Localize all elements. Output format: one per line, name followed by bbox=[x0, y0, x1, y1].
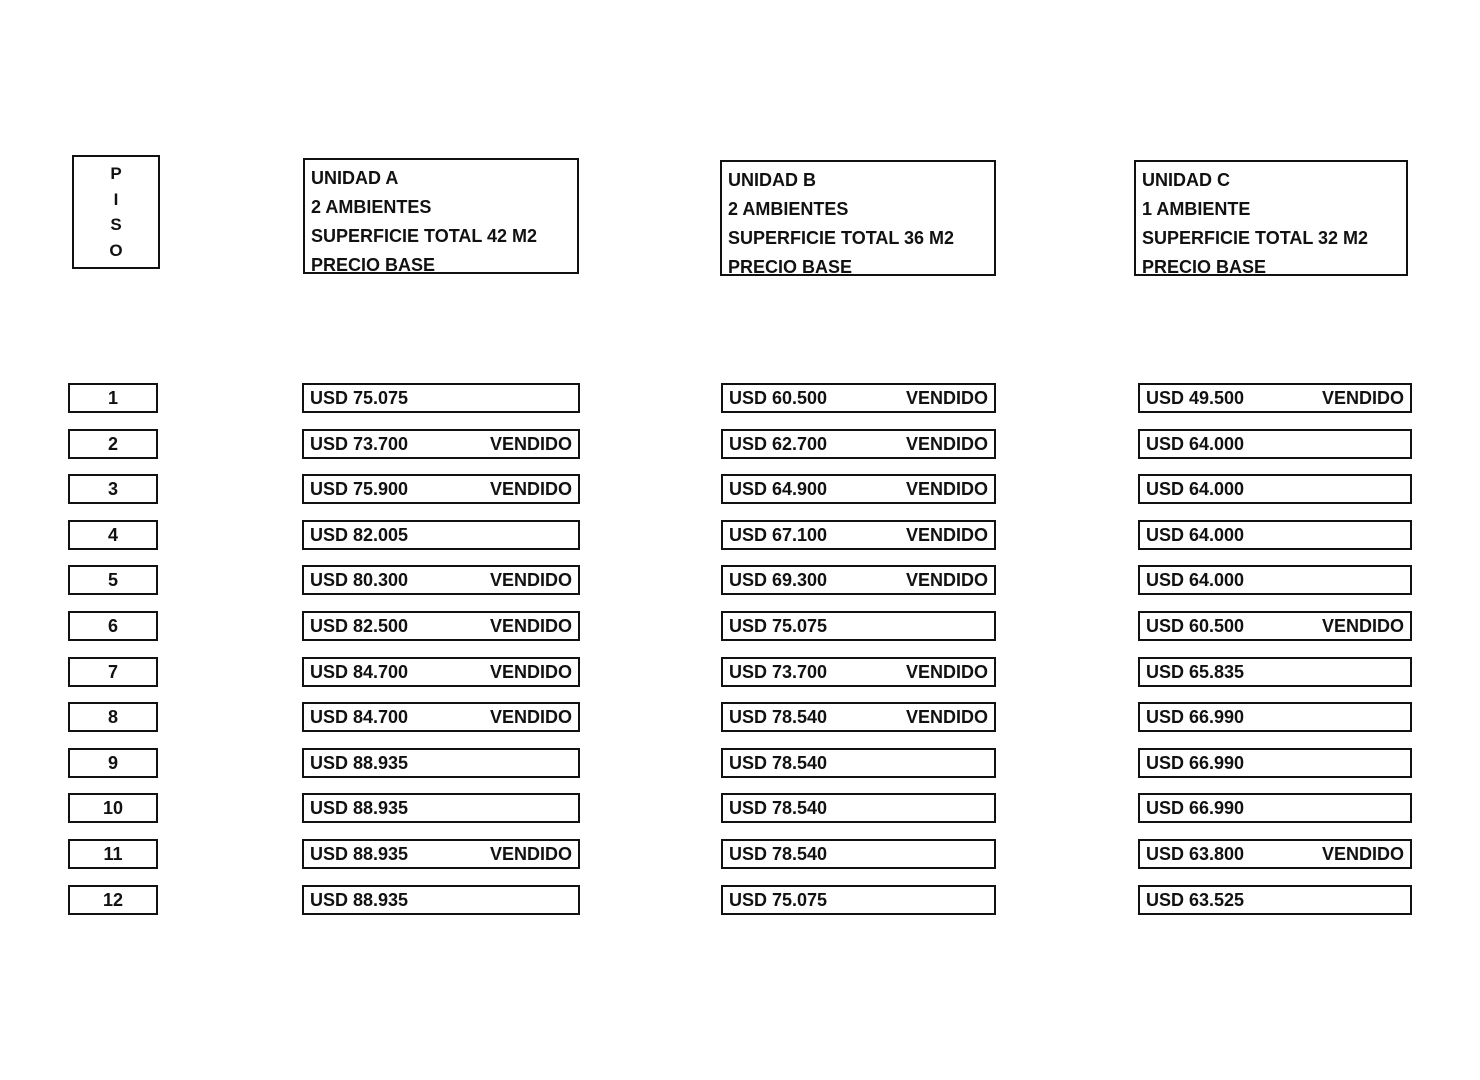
unit-b-price-box bbox=[721, 565, 996, 595]
price-value: USD 64.000 bbox=[1146, 569, 1245, 590]
sold-status: VENDIDO bbox=[1321, 843, 1404, 864]
unit-name: UNIDAD A bbox=[311, 168, 399, 188]
price-value: USD 78.540 bbox=[729, 797, 828, 818]
price-value: USD 67.100 bbox=[729, 524, 828, 545]
price-value: USD 66.990 bbox=[1146, 797, 1245, 818]
unit-b-price-box bbox=[721, 611, 996, 641]
unit-area: SUPERFICIE TOTAL 36 M2 bbox=[728, 228, 955, 248]
unit-a-price-box bbox=[302, 657, 580, 687]
unit-a-price-box bbox=[302, 383, 580, 413]
unit-c-price-box bbox=[1138, 383, 1412, 413]
price-value: USD 78.540 bbox=[729, 843, 828, 864]
piso-letter: O bbox=[109, 240, 123, 260]
price-value: USD 60.500 bbox=[729, 387, 828, 408]
price-value: USD 84.700 bbox=[310, 661, 409, 682]
sold-status: VENDIDO bbox=[905, 387, 988, 408]
floor-number-box: 8 bbox=[68, 702, 158, 732]
price-value: USD 88.935 bbox=[310, 797, 409, 818]
unit-b-header bbox=[720, 160, 996, 276]
unit-a-price-box bbox=[302, 565, 580, 595]
floor-number-box: 6 bbox=[68, 611, 158, 641]
sold-status: VENDIDO bbox=[905, 569, 988, 590]
sold-status: VENDIDO bbox=[905, 478, 988, 499]
price-value: USD 63.800 bbox=[1146, 843, 1245, 864]
price-value: USD 82.005 bbox=[310, 524, 409, 545]
unit-a-price-box bbox=[302, 793, 580, 823]
floor-number-box: 9 bbox=[68, 748, 158, 778]
unit-b-price-box bbox=[721, 885, 996, 915]
price-value: USD 63.525 bbox=[1146, 889, 1245, 910]
floor-number-box: 7 bbox=[68, 657, 158, 687]
unit-a-price-box bbox=[302, 885, 580, 915]
sold-status: VENDIDO bbox=[489, 661, 572, 682]
price-value: USD 66.990 bbox=[1146, 706, 1245, 727]
price-value: USD 64.000 bbox=[1146, 524, 1245, 545]
floor-number-box: 5 bbox=[68, 565, 158, 595]
price-value: USD 84.700 bbox=[310, 706, 409, 727]
floor-number-box: 2 bbox=[68, 429, 158, 459]
sold-status: VENDIDO bbox=[489, 478, 572, 499]
floor-number-box: 1 bbox=[68, 383, 158, 413]
sold-status: VENDIDO bbox=[905, 524, 988, 545]
price-value: USD 73.700 bbox=[729, 661, 828, 682]
price-value: USD 78.540 bbox=[729, 752, 828, 773]
price-value: USD 73.700 bbox=[310, 433, 409, 454]
price-value: USD 49.500 bbox=[1146, 387, 1245, 408]
price-value: USD 65.835 bbox=[1146, 661, 1245, 682]
unit-area: SUPERFICIE TOTAL 42 M2 bbox=[311, 226, 538, 246]
unit-b-price-box bbox=[721, 383, 996, 413]
price-value: USD 64.000 bbox=[1146, 478, 1245, 499]
unit-b-price-box bbox=[721, 748, 996, 778]
unit-b-price-box bbox=[721, 702, 996, 732]
unit-b-price-box bbox=[721, 520, 996, 550]
sold-status: VENDIDO bbox=[1321, 387, 1404, 408]
piso-letter: I bbox=[113, 189, 119, 209]
unit-a-price-box bbox=[302, 520, 580, 550]
unit-area: SUPERFICIE TOTAL 32 M2 bbox=[1142, 228, 1369, 248]
unit-a-price-box bbox=[302, 839, 580, 869]
price-value: USD 75.075 bbox=[729, 615, 828, 636]
floor-number-box: 3 bbox=[68, 474, 158, 504]
unit-rooms: 1 AMBIENTE bbox=[1142, 199, 1251, 219]
sold-status: VENDIDO bbox=[489, 433, 572, 454]
unit-c-price-box bbox=[1138, 748, 1412, 778]
price-value: USD 80.300 bbox=[310, 569, 409, 590]
floor-number-box: 11 bbox=[68, 839, 158, 869]
unit-c-header bbox=[1134, 160, 1408, 276]
price-value: USD 88.935 bbox=[310, 752, 409, 773]
price-value: USD 62.700 bbox=[729, 433, 828, 454]
price-value: USD 60.500 bbox=[1146, 615, 1245, 636]
floor-number-box: 10 bbox=[68, 793, 158, 823]
unit-a-price-box bbox=[302, 429, 580, 459]
unit-b-price-box bbox=[721, 657, 996, 687]
unit-price-label: PRECIO BASE bbox=[1142, 257, 1267, 277]
unit-rooms: 2 AMBIENTES bbox=[728, 199, 849, 219]
unit-a-price-box bbox=[302, 748, 580, 778]
sold-status: VENDIDO bbox=[905, 706, 988, 727]
sold-status: VENDIDO bbox=[489, 706, 572, 727]
unit-c-price-box bbox=[1138, 520, 1412, 550]
unit-c-price-box bbox=[1138, 793, 1412, 823]
sold-status: VENDIDO bbox=[1321, 615, 1404, 636]
unit-a-price-box bbox=[302, 611, 580, 641]
unit-b-price-box bbox=[721, 429, 996, 459]
price-value: USD 75.900 bbox=[310, 478, 409, 499]
unit-c-price-box bbox=[1138, 611, 1412, 641]
unit-c-price-box bbox=[1138, 474, 1412, 504]
price-value: USD 88.935 bbox=[310, 843, 409, 864]
unit-b-price-box bbox=[721, 839, 996, 869]
unit-name: UNIDAD B bbox=[728, 170, 816, 190]
piso-header bbox=[72, 155, 160, 269]
unit-name: UNIDAD C bbox=[1142, 170, 1230, 190]
unit-rooms: 2 AMBIENTES bbox=[311, 197, 432, 217]
price-value: USD 82.500 bbox=[310, 615, 409, 636]
price-value: USD 66.990 bbox=[1146, 752, 1245, 773]
price-value: USD 78.540 bbox=[729, 706, 828, 727]
price-value: USD 69.300 bbox=[729, 569, 828, 590]
sold-status: VENDIDO bbox=[489, 569, 572, 590]
unit-a-header bbox=[303, 158, 579, 274]
unit-price-label: PRECIO BASE bbox=[728, 257, 853, 277]
price-value: USD 75.075 bbox=[310, 387, 409, 408]
price-value: USD 64.900 bbox=[729, 478, 828, 499]
unit-c-price-box bbox=[1138, 429, 1412, 459]
unit-a-price-box bbox=[302, 702, 580, 732]
piso-letter: S bbox=[110, 215, 122, 235]
sold-status: VENDIDO bbox=[905, 433, 988, 454]
unit-c-price-box bbox=[1138, 565, 1412, 595]
price-value: USD 75.075 bbox=[729, 889, 828, 910]
floor-number-box: 12 bbox=[68, 885, 158, 915]
unit-b-price-box bbox=[721, 474, 996, 504]
unit-c-price-box bbox=[1138, 657, 1412, 687]
floor-number-box: 4 bbox=[68, 520, 158, 550]
unit-a-price-box bbox=[302, 474, 580, 504]
price-value: USD 64.000 bbox=[1146, 433, 1245, 454]
unit-b-price-box bbox=[721, 793, 996, 823]
sold-status: VENDIDO bbox=[905, 661, 988, 682]
price-value: USD 88.935 bbox=[310, 889, 409, 910]
piso-letter: P bbox=[110, 164, 122, 184]
unit-c-price-box bbox=[1138, 885, 1412, 915]
unit-price-label: PRECIO BASE bbox=[311, 255, 436, 275]
sold-status: VENDIDO bbox=[489, 843, 572, 864]
unit-c-price-box bbox=[1138, 839, 1412, 869]
sold-status: VENDIDO bbox=[489, 615, 572, 636]
unit-c-price-box bbox=[1138, 702, 1412, 732]
